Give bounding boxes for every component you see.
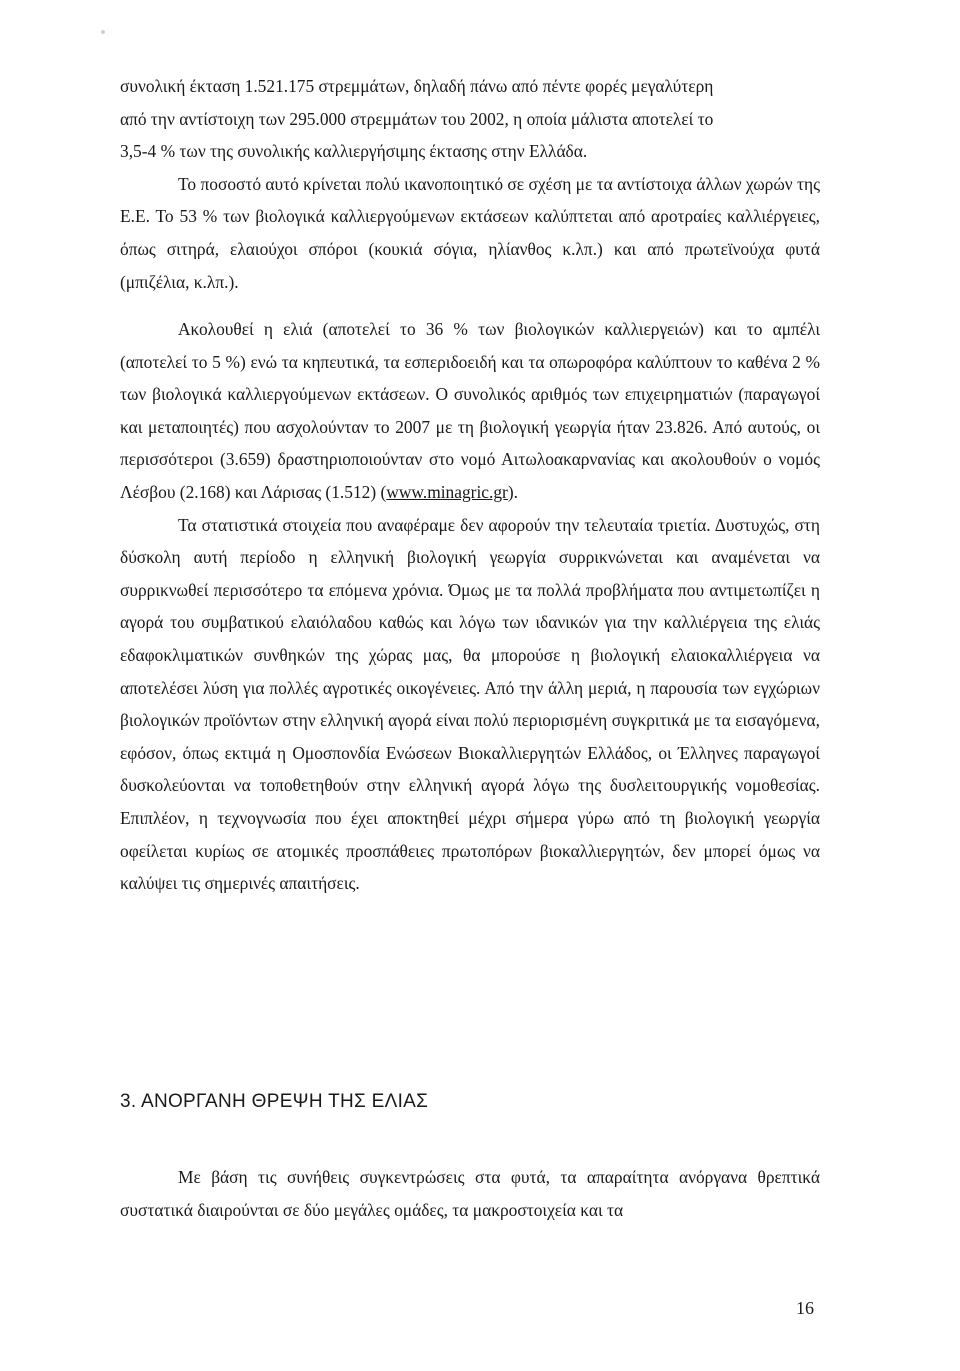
text-block-bottom (120, 1161, 820, 1226)
page-number: 16 (796, 1298, 814, 1318)
text-block-middle (120, 313, 820, 900)
paragraph-line: συνολική έκταση 1.521.175 στρεμμάτων, δηλαδή πάνω από πέντε φορές μεγαλύτερη (120, 76, 714, 96)
website-link[interactable]: www.minagric.gr (386, 481, 508, 502)
paragraph (120, 313, 820, 509)
paragraph: Τα στατιστικά στοιχεία που αναφέραμε δεν αφορούν την τελευταία τριετία. Δυστυχώς, στη δύσκολη αυτή περίοδο η ελληνική βιολογική γεωργία συρρικνώνεται και αναμένεται να συρρικνωθεί περισσότερο τα επόμενα χρόνια. Όμως με τα πολλά προβλήματα που αντιμετωπίζει η αγορά του συμβατικού ελαιόλαδου καθώς και λόγω των ιδανικών για την καλλιέργεια της ελιάς εδαφοκλιματικών συνθηκών της χώρας μας, θα μπορούσε η βιολογική ελαιοκαλλιέργεια να αποτελέσει λύση για πολλές αγροτικές οικογένειες. Από την άλλη μεριά, η παρουσία των εγχώριων βιολογικών προϊόντων στην ελληνική αγορά είναι πολύ περιορισμένη συγκριτικά με τα εισαγόμενα, εφόσον, όπως εκτιμά η Ομοσπονδία Ενώσεων Βιοκαλλιεργητών Ελλάδος, οι Έλληνες παραγωγοί δυσκολεύονται να τοποθετηθούν στην ελληνική αγορά λόγω της δυσλειτουργικής νομοθεσίας. Επιπλέον, η τεχνογνωσία που έχει αποκτηθεί μέχρι σήμερα γύρω από τη βιολογική γεωργία οφείλεται κυρίως σε ατομικές προσπάθειες πρωτοπόρων βιοκαλλιεργητών, δεν μπορεί όμως να καλύψει τις σημερινές απαιτήσεις. (120, 514, 820, 894)
paragraph: Με βάση τις συνήθεις συγκεντρώσεις στα φυτά, τα απαραίτητα ανόργανα θρεπτικά συστατικά διαιρούνται σε δύο μεγάλες ομάδες, τα μακροστοιχεία και τα (120, 1167, 820, 1220)
paragraph-line: 3,5-4 % των της συνολικής καλλιεργήσιμης έκτασης στην Ελλάδα. (120, 141, 588, 162)
paragraph: Το ποσοστό αυτό κρίνεται πολύ ικανοποιητικό σε σχέση με τα αντίστοιχα άλλων χωρών της Ε.Ε. Το 53 % των βιολογικά καλλιεργούμενων εκτάσεων καλύπτεται από αροτραίες καλλιέργειες, όπως σιτηρά, ελαιούχοι σπόροι (κουκιά σόγια, ηλίανθος κ.λπ.) και από πρωτεϊνούχα φυτά (μπιζέλια, κ.λπ.). (120, 173, 820, 292)
text-block-top (120, 70, 820, 298)
paragraph-text: Ακολουθεί η ελιά (αποτελεί το 36 % των βιολογικών καλλιεργειών) και το αμπέλι (αποτελεί το 5 %) ενώ τα κηπευτικά, τα εσπεριδοειδή και τα οπωροφόρα καλύπτουν το καθένα 2 % των βιολογικά καλλιεργούμενων εκτάσεων. Ο συνολικός αριθμός των επιχειρηματιών (παραγωγοί και μεταποιητές) που ασχολούνταν το 2007 με τη βιολογική γεωργία ήταν 23.826. Από αυτούς, οι περισσότεροι (3.659) δραστηριοποιούνταν στο νομό Αιτωλοακαρνανίας και ακολουθούν ο νομός Λέσβου (2.168) και Λάρισας (1.512) ( (120, 319, 820, 502)
paragraph-end: ). (507, 481, 518, 502)
section-heading: 3. ΑΝΟΡΓΑΝΗ ΘΡΕΨΗ ΤΗΣ ΕΛΙΑΣ (120, 1091, 429, 1112)
paragraph-line: από την αντίστοιχη των 295.000 στρεμμάτων του 2002, η οποία μάλιστα αποτελεί το (120, 108, 714, 129)
scan-speck (101, 30, 105, 34)
